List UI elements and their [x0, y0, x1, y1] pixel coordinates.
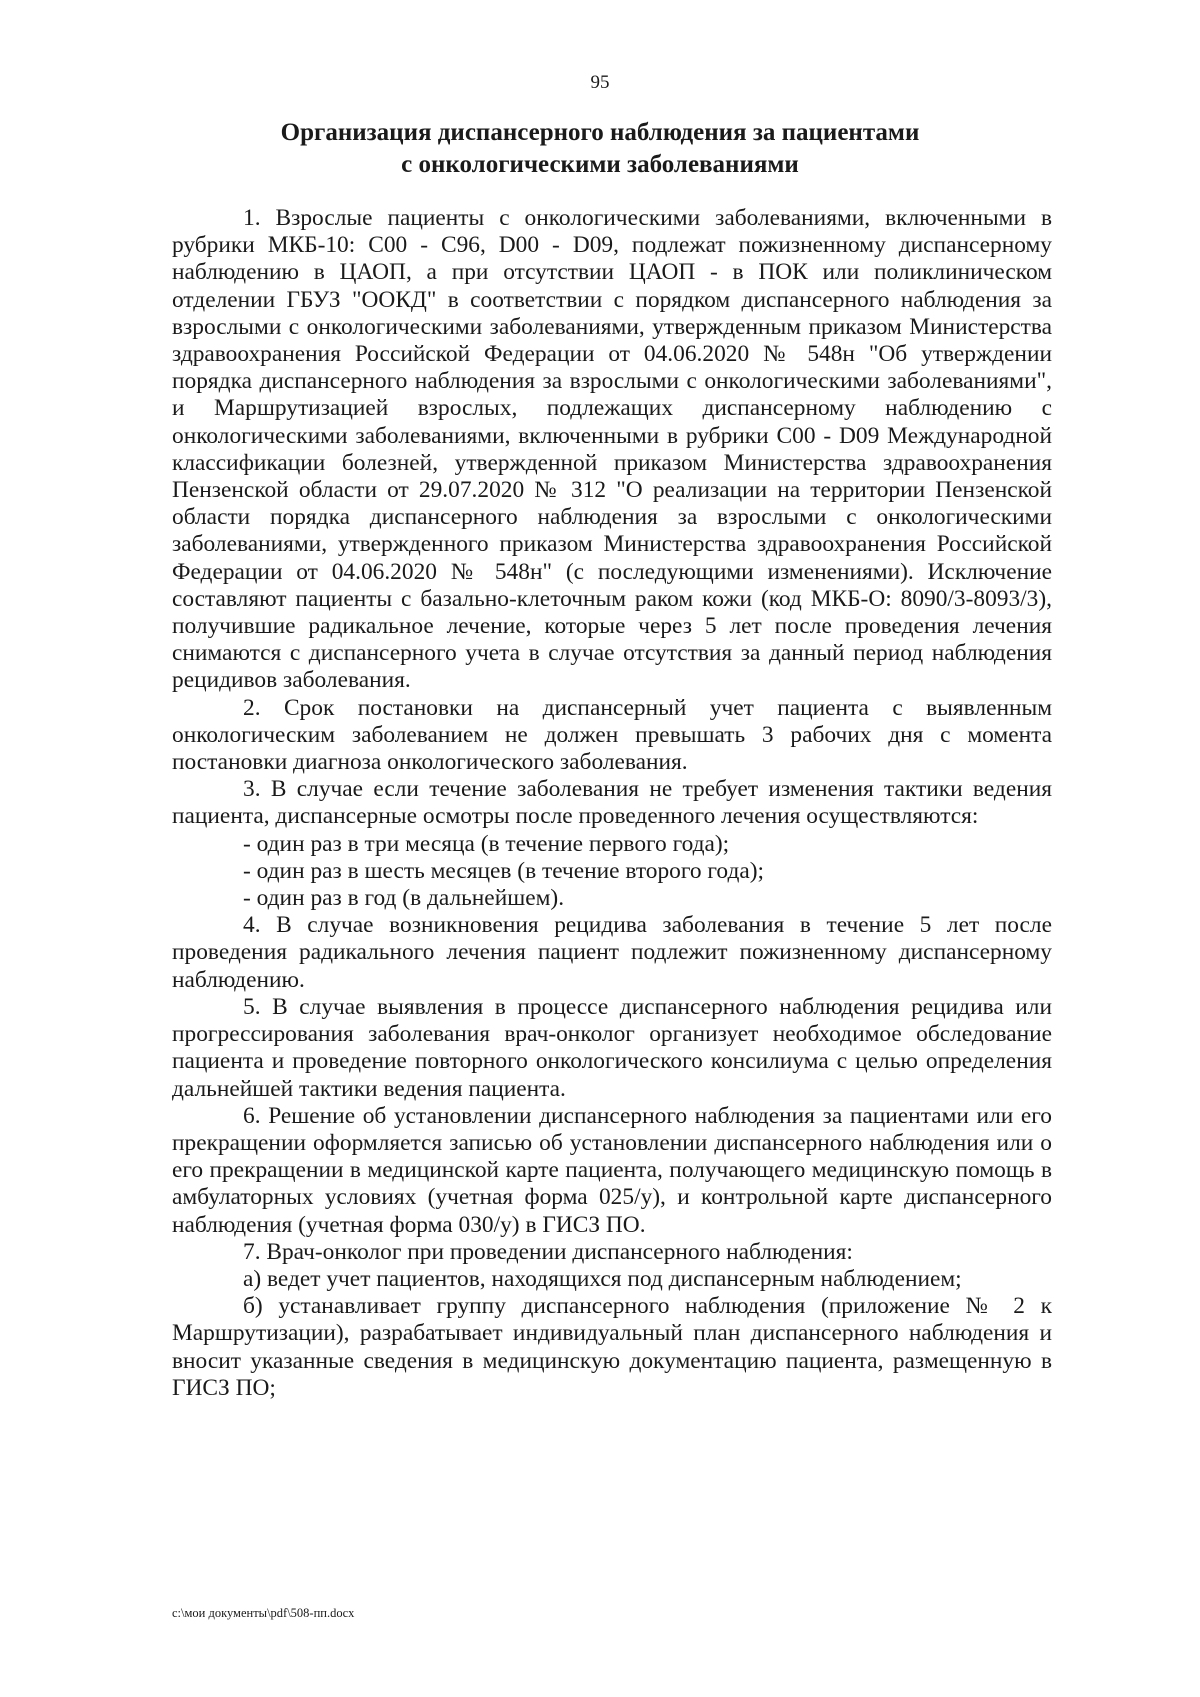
- document-title: [160, 117, 1040, 181]
- footer-file-path: c:\мои документы\pdf\508-пп.docx: [172, 1606, 355, 1620]
- subitem-b: б) устанавливает группу диспансерного наблюдения (приложение № 2 к Маршрутизации), разрабатывает индивидуальный план диспансерного наблюдения и вносит указанные сведения в медицинскую документацию пациента, размещенную в ГИСЗ ПО;: [172, 1293, 1052, 1401]
- document-body: [172, 205, 1052, 1402]
- paragraph-3: 3. В случае если течение заболевания не требует изменения тактики ведения пациента, диспансерные осмотры после проведенного лечения осуществляются:: [172, 776, 1052, 830]
- paragraph-4: 4. В случае возникновения рецидива заболевания в течение 5 лет после проведения радикального лечения пациент подлежит пожизненному диспансерному наблюдению.: [172, 912, 1052, 993]
- subitem-a: а) ведет учет пациентов, находящихся под диспансерным наблюдением;: [243, 1265, 962, 1292]
- title-line-2: с онкологическими заболеваниями: [401, 151, 799, 178]
- title-line-1: Организация диспансерного наблюдения за пациентами: [280, 119, 920, 146]
- paragraph-7: 7. Врач-онколог при проведении диспансерного наблюдения:: [243, 1238, 853, 1265]
- list-item-annual: - один раз в год (в дальнейшем).: [243, 885, 565, 912]
- paragraph-1: 1. Взрослые пациенты с онкологическими заболеваниями, включенными в рубрики МКБ-10: C00 - C96, D00 - D09, подлежат пожизненному диспансерному наблюдению в ЦАОП, а при отсутствии ЦАОП - в ПОК или поликлиническом отделении ГБУЗ "ООКД" в соответствии с порядком диспансерного наблюдения за взрослыми с онкологическими заболеваниями, утвержденным приказом Министерства здравоохранения Российской Федерации от 04.06.2020 № 548н "Об утверждении порядка диспансерного наблюдения за взрослыми с онкологическими заболеваниями", и Маршрутизацией взрослых, подлежащих диспансерному наблюдению с онкологическими заболеваниями, включенными в рубрики C00 - D09 Международной классификации болезней, утвержденной приказом Министерства здравоохранения Пензенской области от 29.07.2020 № 312 "О реализации на территории Пензенской области порядка диспансерного наблюдения за взрослыми с онкологическими заболеваниями, утвержденного приказом Министерства здравоохранения Российской Федерации от 04.06.2020 № 548н" (с последующими изменениями). Исключение составляют пациенты с базально-клеточным раком кожи (код МКБ-О: 8090/3-8093/3), получившие радикальное лечение, которые через 5 лет после проведения лечения снимаются с диспансерного учета в случае отсутствия за данный период наблюдения рецидивов заболевания.: [172, 205, 1052, 694]
- paragraph-5: 5. В случае выявления в процессе диспансерного наблюдения рецидива или прогрессирования заболевания врач-онколог организует необходимое обследование пациента и проведение повторного онкологического консилиума с целью определения дальнейшей тактики ведения пациента.: [172, 993, 1052, 1102]
- page-number: 95: [590, 72, 610, 93]
- paragraph-2: 2. Срок постановки на диспансерный учет пациента с выявленным онкологическим заболеванием не должен превышать 3 рабочих дня с момента постановки диагноза онкологического заболевания.: [172, 694, 1052, 776]
- paragraph-6: 6. Решение об установлении диспансерного наблюдения за пациентами или его прекращении оформляется записью об установлении диспансерного наблюдения или о его прекращении в медицинской карте пациента, получающего медицинскую помощь в амбулаторных условиях (учетная форма 025/у), и контрольной карте диспансерного наблюдения (учетная форма 030/у) в ГИСЗ ПО.: [172, 1102, 1052, 1238]
- list-item-semiannual: - один раз в шесть месяцев (в течение второго года);: [243, 857, 765, 884]
- list-item-quarterly: - один раз в три месяца (в течение первого года);: [243, 830, 730, 857]
